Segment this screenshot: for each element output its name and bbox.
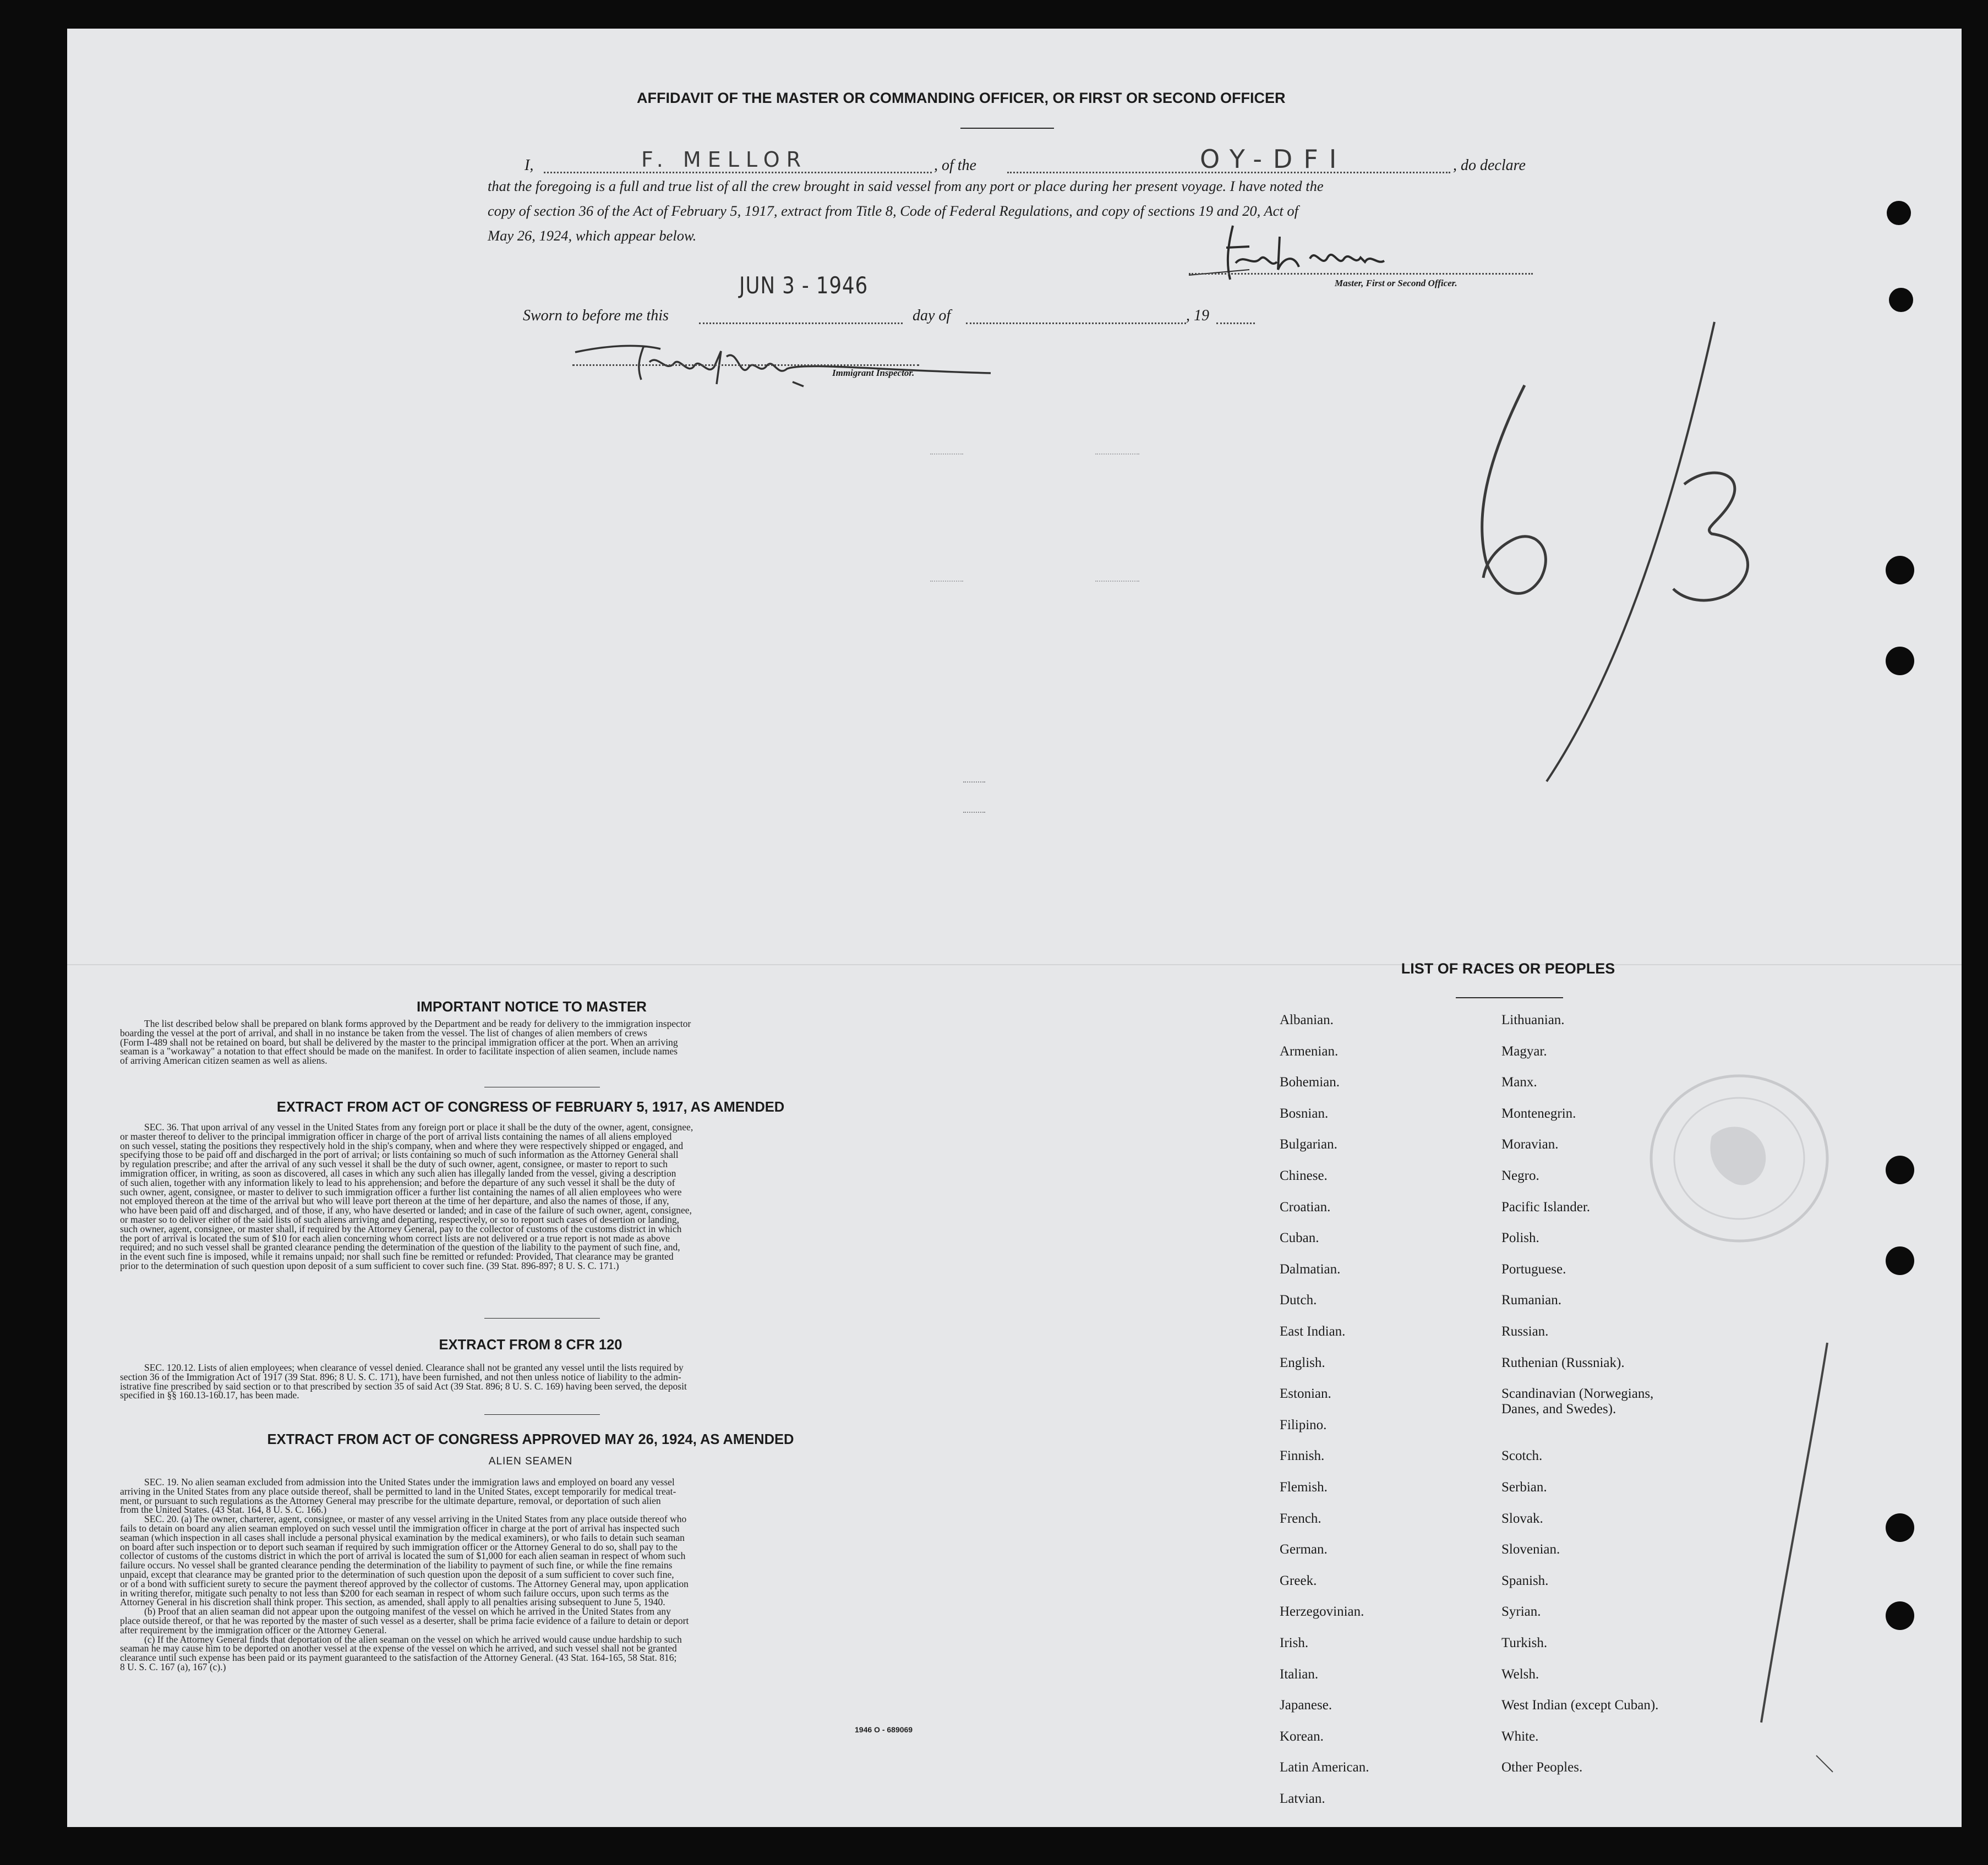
extract-1924-line: from the United States. (43 Stat. 164, 8 U. S. C. 166.) (120, 1504, 327, 1516)
date-stamp: JUN 3 - 1946 (739, 272, 869, 299)
extract-1917-line: such owner, agent, consignee, or master shall, if required by the Attorney General, pay to the collector of customs of the customs district in which (120, 1223, 682, 1234)
year-label: , 19 (1186, 307, 1209, 324)
race-item: Estonian. (1280, 1386, 1331, 1402)
race-item: Moravian. (1501, 1137, 1559, 1152)
sworn-year-line (1216, 322, 1255, 324)
extract-1924-line: SEC. 19. No alien seaman excluded from admission into the United States under the immigration laws and employed on board any vessel (144, 1476, 675, 1487)
bleed-through-mark (930, 581, 963, 582)
race-item: Polish. (1501, 1230, 1539, 1246)
race-item: Russian. (1501, 1324, 1549, 1339)
race-item: Bohemian. (1280, 1075, 1340, 1090)
extract-1924-line: fails to detain on board any alien seaman employed on such vessel until the immigration officer in charge at the port of arrival has inspected such (120, 1522, 680, 1534)
inspector-signature-line (572, 364, 919, 366)
race-item: Manx. (1501, 1075, 1537, 1090)
race-item: Herzegovinian. (1280, 1604, 1364, 1620)
extract-1924-line: unpaid, except that clearance may be granted prior to the determination of such question upon the deposit of a sum sufficient to cover such fine, (120, 1568, 674, 1580)
of-the-label: , of the (934, 157, 976, 174)
extract-1917-line: on such vessel, stating the positions they respectively hold in the ship's company, when and where they were respectively shipped or engaged, and (120, 1140, 684, 1151)
race-item: Turkish. (1501, 1636, 1548, 1650)
race-item: French. (1280, 1511, 1321, 1526)
extract-1924-line: SEC. 20. (a) The owner, charterer, agent, consignee, or master of any vessel arriving in the United States from any place outside thereof who (144, 1513, 687, 1525)
race-item: West Indian (except Cuban). (1501, 1698, 1659, 1713)
race-item: Latvian. (1280, 1791, 1325, 1806)
inspector-signature-scrawl (572, 329, 1024, 390)
extract-1924-body (120, 1478, 941, 1672)
race-item: Montenegrin. (1501, 1106, 1576, 1121)
extract-1917-rule (484, 1318, 600, 1319)
race-item: Chinese. (1280, 1168, 1328, 1183)
race-item: Ruthenian (Russniak). (1501, 1355, 1625, 1370)
i-label: I, (525, 157, 534, 174)
punch-hole (1887, 201, 1911, 225)
races-rule (1456, 997, 1563, 998)
extract-1924-line: or of a bond with sufficient surety to secure the payment thereof approved by the collector of customs. The Attorney General may, upon application (120, 1578, 689, 1589)
officer-name: F. MELLOR (641, 147, 808, 172)
extract-cfr-line: section 36 of the Immigration Act of 1917 (39 Stat. 896; 8 U. S. C. 171), have been furnished, and not then unless notice of liability to the admin- (120, 1371, 681, 1382)
notice-line: of arriving American citizen seamen as well as aliens. (120, 1055, 327, 1067)
bleed-through-mark (930, 453, 963, 455)
declaration-line: copy of section 36 of the Act of February 5, 1917, extract from Title 8, Code of Federal Regulations, and copy of sections 19 and 20, Act of (488, 203, 1298, 219)
races-title: LIST OF RACES OR PEOPLES (1401, 960, 1615, 977)
race-item: Bosnian. (1280, 1106, 1329, 1121)
extract-cfr-line: SEC. 120.12. Lists of alien employees; when clearance of vessel denied. Clearance shall not be granted any vessel until the lists required by (144, 1362, 684, 1373)
extract-1924-line: on board after such inspection or to deport such seaman if required by such immigration officer or the Attorney General to do so, shall pay to the (120, 1541, 678, 1552)
race-item: Korean. (1280, 1729, 1324, 1744)
extract-1917-line: not employed thereon at the time of the arrival but who will leave port thereon at the time of her departure, and also the names of those, if any, (120, 1195, 669, 1207)
race-item: Latin American. (1280, 1760, 1369, 1775)
race-item: Spanish. (1501, 1573, 1549, 1588)
inspector-caption: Immigrant Inspector. (832, 368, 915, 378)
race-item: Rumanian. (1501, 1293, 1562, 1308)
extract-1924-line: failure occurs. No vessel shall be granted clearance pending the determination of the liability to payment of such fine, or while the fine remains (120, 1560, 673, 1571)
extract-1917-line: in the event such fine is imposed, while it remains unpaid; nor shall such fine be remitted or refunded: Provided, That clearance may be granted (120, 1251, 674, 1262)
race-item: Dalmatian. (1280, 1261, 1341, 1277)
extract-cfr-rule (484, 1414, 600, 1415)
race-item: Slovak. (1501, 1511, 1543, 1526)
notice-body (120, 1019, 941, 1065)
race-item: German. (1280, 1542, 1328, 1557)
race-item: English. (1280, 1355, 1325, 1370)
punch-hole (1889, 288, 1913, 312)
race-item: Cuban. (1280, 1230, 1319, 1246)
extract-1924-line: seaman he may cause him to be deported on another vessel at the expense of the vessel on which he arrived, and such vessel shall not be granted (120, 1643, 677, 1654)
race-item: Pacific Islander. (1501, 1199, 1591, 1215)
extract-1924-line: place outside thereof, or that he was reported by the master of such vessel as a deserter, shall be prima facie evidence of a failure to detain or deport (120, 1615, 689, 1626)
extract-1924-line: after requirement by the immigration officer or the Attorney General. (120, 1624, 387, 1636)
extract-cfr-line: specified in §§ 160.13-160.17, has been made. (120, 1390, 299, 1401)
notice-title: IMPORTANT NOTICE TO MASTER (417, 998, 647, 1015)
race-item: Croatian. (1280, 1199, 1331, 1215)
sworn-day-line (699, 322, 903, 324)
extract-1924-line: ment, or pursuant to such regulations as the Attorney General may prescribe for the ultimate departure, removal, or deportation of such alien (120, 1495, 661, 1506)
extract-1917-line: required; and no such vessel shall be granted clearance pending the determination of the question of the liability to the payment of such fine, and, (120, 1241, 680, 1253)
punch-hole (1886, 556, 1914, 584)
notice-line: (Form I-489 shall not be retained on board, but shall be delivered by the master to the principal immigration officer at the port. When an arriving (120, 1036, 678, 1048)
extract-1924-line: collector of customs of the customs district in which the port of arrival is located the sum of $1,000 for each alien seaman in respect of whom such (120, 1550, 686, 1562)
extract-1924-line: Attorney General in his discretion shall think proper. This section, as amended, shall apply to all penalties arising subsequent to June 5, 1940. (120, 1596, 665, 1608)
extract-1917-body (120, 1123, 941, 1271)
extract-1917-line: by regulation prescribe; and after the arrival of any such vessel it shall be the duty of such owner, agent, consignee, or master to report to such (120, 1158, 668, 1170)
race-item: Slovenian. (1501, 1542, 1560, 1557)
punch-hole (1886, 1513, 1914, 1542)
punch-hole (1886, 647, 1914, 675)
bleed-through-mark (1095, 581, 1139, 582)
race-item: Flemish. (1280, 1480, 1328, 1495)
extract-1917-line: or master thereof to deliver to the principal immigration officer in charge of the port of arrival lists containing the names of all aliens employed (120, 1130, 672, 1142)
extract-1917-line: prior to the determination of such question upon deposit of a sum sufficient to cover such fine. (39 Stat. 896-897; 8 U. S. C. 171.) (120, 1260, 619, 1271)
race-item: Other Peoples. (1501, 1760, 1583, 1775)
extract-cfr-body (120, 1363, 941, 1400)
extract-1917-line: who have been paid off and discharged, and of those, if any, who have deserted or landed; and in case of the failure of such owner, agent, consignee, (120, 1205, 692, 1216)
race-item: Japanese. (1280, 1698, 1332, 1713)
print-code: 1946 O - 689069 (855, 1725, 913, 1734)
race-item: Italian. (1280, 1666, 1319, 1682)
extract-1924-title: EXTRACT FROM ACT OF CONGRESS APPROVED MAY 26, 1924, AS AMENDED (267, 1432, 794, 1447)
extract-1924-line: arriving in the United States from any place outside thereof, shall be permitted to land in the United States, except temporarily for medical treat- (120, 1485, 676, 1497)
punch-hole (1886, 1156, 1914, 1184)
day-of-label: day of (913, 307, 951, 324)
race-item: Welsh. (1501, 1666, 1539, 1682)
race-item: Filipino. (1280, 1417, 1327, 1432)
punch-hole (1886, 1601, 1914, 1630)
do-declare-label: , do declare (1453, 157, 1526, 174)
race-item: Bulgarian. (1280, 1137, 1337, 1152)
page-fold (67, 964, 1962, 965)
sworn-month-line (966, 322, 1186, 324)
extract-cfr-line: istrative fine prescribed by said section or to that prescribed by section 35 of said Act (39 Stat. 896; 8 U. S. C. 169) having been served, the deposit (120, 1380, 687, 1392)
race-item: Serbian. (1501, 1480, 1547, 1495)
extract-1917-line: the port of arrival is located the sum of $10 for each alien concerning whom correct lists are not delivered or a true report is not made as above (120, 1232, 670, 1244)
title-rule (960, 128, 1054, 129)
race-item: Scandinavian (Norwegians, Danes, and Swedes). (1501, 1386, 1654, 1417)
extract-1917-line: immigration officer, in writing, as soon as discovered, all cases in which any such alien has illegally landed from the vessel, giving a description (120, 1167, 676, 1179)
extract-1924-line: clearance until such expense has been paid or its payment guaranteed to the satisfaction of the Attorney General. (43 Stat. 164-165, 58 Stat. 816; (120, 1652, 677, 1664)
bleed-through-mark (963, 781, 985, 783)
officer-name-line (544, 172, 932, 173)
race-item: Dutch. (1280, 1293, 1317, 1308)
handwritten-slash-mark (1750, 1337, 1860, 1778)
extract-1917-title: EXTRACT FROM ACT OF CONGRESS OF FEBRUARY 5, 1917, AS AMENDED (276, 1100, 785, 1115)
extract-1924-subtitle: ALIEN SEAMEN (488, 1456, 573, 1467)
race-item: Armenian. (1280, 1043, 1339, 1059)
bleed-through-mark (963, 812, 985, 813)
handwritten-6-3-mark (1453, 319, 1783, 814)
race-item: Portuguese. (1501, 1261, 1566, 1277)
race-item: Syrian. (1501, 1604, 1541, 1620)
extract-1917-line: such owner, agent, consignee, or master to deliver to such immigration officer a further list containing the names of all alien employees who were (120, 1186, 682, 1197)
extract-1917-line: SEC. 36. That upon arrival of any vessel in the United States from any foreign port or place it shall be the duty of the owner, agent, consignee, (144, 1122, 693, 1133)
master-signature-scrawl (1183, 215, 1437, 286)
bleed-through-mark (1095, 453, 1139, 455)
master-signature-line (1189, 273, 1533, 275)
race-item: East Indian. (1280, 1324, 1346, 1339)
extract-1924-line: in writing therefor, mitigate such penalty to not less than $200 for each seaman in respect of whom such failure occurs, upon such terms as the (120, 1587, 669, 1599)
extract-1924-line: (c) If the Attorney General finds that deportation of the alien seaman on the vessel on which he arrived would cause undue hardship to such (144, 1633, 682, 1645)
race-item: Magyar. (1501, 1043, 1547, 1059)
extract-1917-line: or master so to deliver either of the said lists of such aliens arriving and departing, respectively, or so to report such cases of desertion or landing, (120, 1213, 680, 1225)
extract-1917-line: specifying those to be paid off and discharged in the port of arrival; or lists containing so much of such information as the Attorney General shall (120, 1149, 679, 1161)
seal-stamp (1646, 1070, 1833, 1246)
notice-line: boarding the vessel at the port of arrival, and shall in no instance be taken from the vessel. The list of changes of alien members of crews (120, 1027, 647, 1038)
punch-hole (1886, 1246, 1914, 1275)
extract-cfr-title: EXTRACT FROM 8 CFR 120 (439, 1337, 622, 1353)
race-item: Albanian. (1280, 1013, 1334, 1027)
sworn-label: Sworn to before me this (523, 307, 669, 324)
notice-line: The list described below shall be prepared on blank forms approved by the Department and be ready for delivery to the immigration inspector (144, 1018, 691, 1029)
affidavit-title: AFFIDAVIT OF THE MASTER OR COMMANDING OFFICER, OR FIRST OR SECOND OFFICER (637, 90, 1286, 106)
extract-1924-line: seaman (which inspection in all cases shall include a personal physical examination by the medical examiners), or who fails to detain such seaman (120, 1532, 685, 1543)
vessel-name: OY-DFI (1200, 144, 1348, 174)
race-item: White. (1501, 1729, 1539, 1744)
race-item: Scotch. (1501, 1448, 1543, 1464)
master-caption: Master, First or Second Officer. (1335, 278, 1457, 288)
race-item: Lithuanian. (1501, 1013, 1565, 1027)
extract-1917-line: of such alien, together with any information likely to lead to his apprehension; and before the departure of any such vessel it shall be the duty of (120, 1177, 675, 1188)
extract-1924-line: 8 U. S. C. 167 (a), 167 (c).) (120, 1661, 226, 1672)
declaration-line: that the foregoing is a full and true list of all the crew brought in said vessel from any port or place during her present voyage. I have noted the (488, 178, 1324, 194)
race-item: Greek. (1280, 1573, 1317, 1588)
race-item: Finnish. (1280, 1448, 1325, 1464)
declaration-line: May 26, 1924, which appear below. (488, 227, 697, 244)
race-item: Irish. (1280, 1636, 1309, 1650)
notice-line: seaman is a "workaway" a notation to that effect should be made on the manifest. In order to facilitate inspection of alien seamen, include names (120, 1046, 678, 1057)
race-item: Negro. (1501, 1168, 1539, 1183)
extract-1924-line: (b) Proof that an alien seaman did not appear upon the outgoing manifest of the vessel on which he arrived in the United States from any (144, 1606, 671, 1617)
